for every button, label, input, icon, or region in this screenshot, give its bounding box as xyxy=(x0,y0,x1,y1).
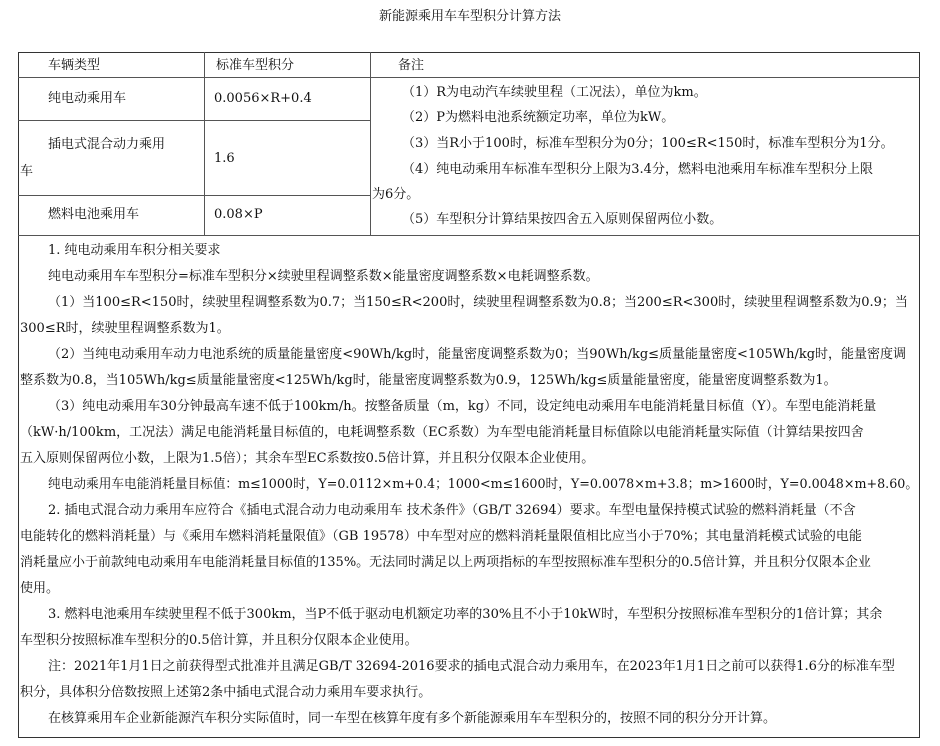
body-line-19: 在核算乘用车企业新能源汽车积分实际值时，同一车型在核算年度有多个新能源乘用车车型积分的，按照不同的积分分开计算。 xyxy=(48,711,777,726)
row-fcev-score: 0.08×P xyxy=(214,207,263,222)
row-bev-score: 0.0056×R+0.4 xyxy=(214,91,312,106)
body-line-4: 300≤R时，续驶里程调整系数为1。 xyxy=(20,321,230,336)
body-line-8: （kW·h/100km，工况法）满足电能消耗量目标值的，电耗调整系数（EC系数）为车型电能消耗量目标值除以电能消耗量实际值（计算结果按四舍 xyxy=(20,425,864,440)
col-divider-1 xyxy=(204,52,205,235)
body-line-1: 1. 纯电动乘用车积分相关要求 xyxy=(48,243,221,258)
row-fcev-type: 燃料电池乘用车 xyxy=(48,207,140,222)
body-line-6: 整系数为0.8，当105Wh/kg≤质量能量密度<125Wh/kg时，能量密度调整系数为0.9，125Wh/kg≤质量能量密度，能量密度调整系数为1。 xyxy=(20,373,837,388)
note-4-cont: 为6分。 xyxy=(372,187,420,202)
body-line-3: （1）当100≤R<150时，续驶里程调整系数为0.7；当150≤R<200时，续驶里程调整系数为0.8；当200≤R<300时，续驶里程调整系数为0.9；当 xyxy=(48,295,908,310)
body-line-10: 纯电动乘用车电能消耗量目标值：m≤1000时，Y=0.0112×m+0.4；1000<m≤1600时，Y=0.0078×m+3.8；m>1600时，Y=0.0048×m+8.60。 xyxy=(48,477,919,492)
row-divider-1 xyxy=(18,120,370,121)
row-bev-type: 纯电动乘用车 xyxy=(48,91,127,106)
body-line-18: 积分，具体积分倍数按照上述第2条中插电式混合动力乘用车要求执行。 xyxy=(20,685,432,700)
header-vehicle-type: 车辆类型 xyxy=(48,58,101,73)
body-line-15: 3. 燃料电池乘用车续驶里程不低于300km，当P不低于驱动电机额定功率的30%且不小于10kW时，车型积分按照标准车型积分的1倍计算；其余 xyxy=(48,607,883,622)
header-standard-score: 标准车型积分 xyxy=(216,58,295,73)
body-line-5: （2）当纯电动乘用车动力电池系统的质量能量密度<90Wh/kg时，能量密度调整系数为0；当90Wh/kg≤质量能量密度<105Wh/kg时，能量密度调 xyxy=(48,347,907,362)
body-line-2: 纯电动乘用车车型积分=标准车型积分×续驶里程调整系数×能量密度调整系数×电耗调整系数。 xyxy=(48,269,599,284)
note-1: （1）R为电动汽车续驶里程（工况法），单位为km。 xyxy=(402,85,707,100)
note-4: （4）纯电动乘用车标准车型积分上限为3.4分，燃料电池乘用车标准车型积分上限 xyxy=(402,162,873,177)
row-phev-type-line1: 插电式混合动力乘用 xyxy=(48,137,166,152)
note-3: （3）当R小于100时，标准车型积分为0分；100≤R<150时，标准车型积分为1分。 xyxy=(402,136,894,151)
body-line-16: 车型积分按照标准车型积分的0.5倍计算，并且积分仅限本企业使用。 xyxy=(20,633,418,648)
note-2: （2）P为燃料电池系统额定功率，单位为kW。 xyxy=(402,110,675,125)
col-divider-2 xyxy=(370,52,371,235)
header-divider xyxy=(18,77,920,78)
row-divider-2 xyxy=(18,195,370,196)
note-5: （5）车型积分计算结果按四舍五入原则保留两位小数。 xyxy=(402,212,723,227)
body-line-17: 注：2021年1月1日之前获得型式批准并且满足GB/T 32694-2016要求的插电式混合动力乘用车，在2023年1月1日之前可以获得1.6分的标准车型 xyxy=(48,659,895,674)
body-line-11: 2. 插电式混合动力乘用车应符合《插电式混合动力电动乘用车 技术条件》（GB/T 32694）要求。车型电量保持模式试验的燃料消耗量（不含 xyxy=(48,503,856,518)
body-line-12: 电能转化的燃料消耗量）与《乘用车燃料消耗量限值》（GB 19578）中车型对应的燃料消耗量限值相比应当小于70%；其电量消耗模式试验的电能 xyxy=(20,529,862,544)
body-line-13: 消耗量应小于前款纯电动乘用车电能消耗量目标值的135%。无法同时满足以上两项指标的车型按照标准车型积分的0.5倍计算，并且积分仅限本企业 xyxy=(20,555,871,570)
row-phev-type-line2: 车 xyxy=(20,164,34,179)
row-phev-score: 1.6 xyxy=(214,151,235,166)
body-line-7: （3）纯电动乘用车30分钟最高车速不低于100km/h。按整备质量（m，kg）不同，设定纯电动乘用车电能消耗量目标值（Y）。车型电能消耗量 xyxy=(48,399,877,414)
page-title: 新能源乘用车车型积分计算方法 xyxy=(378,9,561,24)
body-line-14: 使用。 xyxy=(20,581,60,596)
header-notes: 备注 xyxy=(398,58,425,73)
body-line-9: 五入原则保留两位小数，上限为1.5倍）；其余车型EC系数按0.5倍计算，并且积分仅限本企业使用。 xyxy=(20,451,595,466)
table-body-divider xyxy=(18,235,920,236)
